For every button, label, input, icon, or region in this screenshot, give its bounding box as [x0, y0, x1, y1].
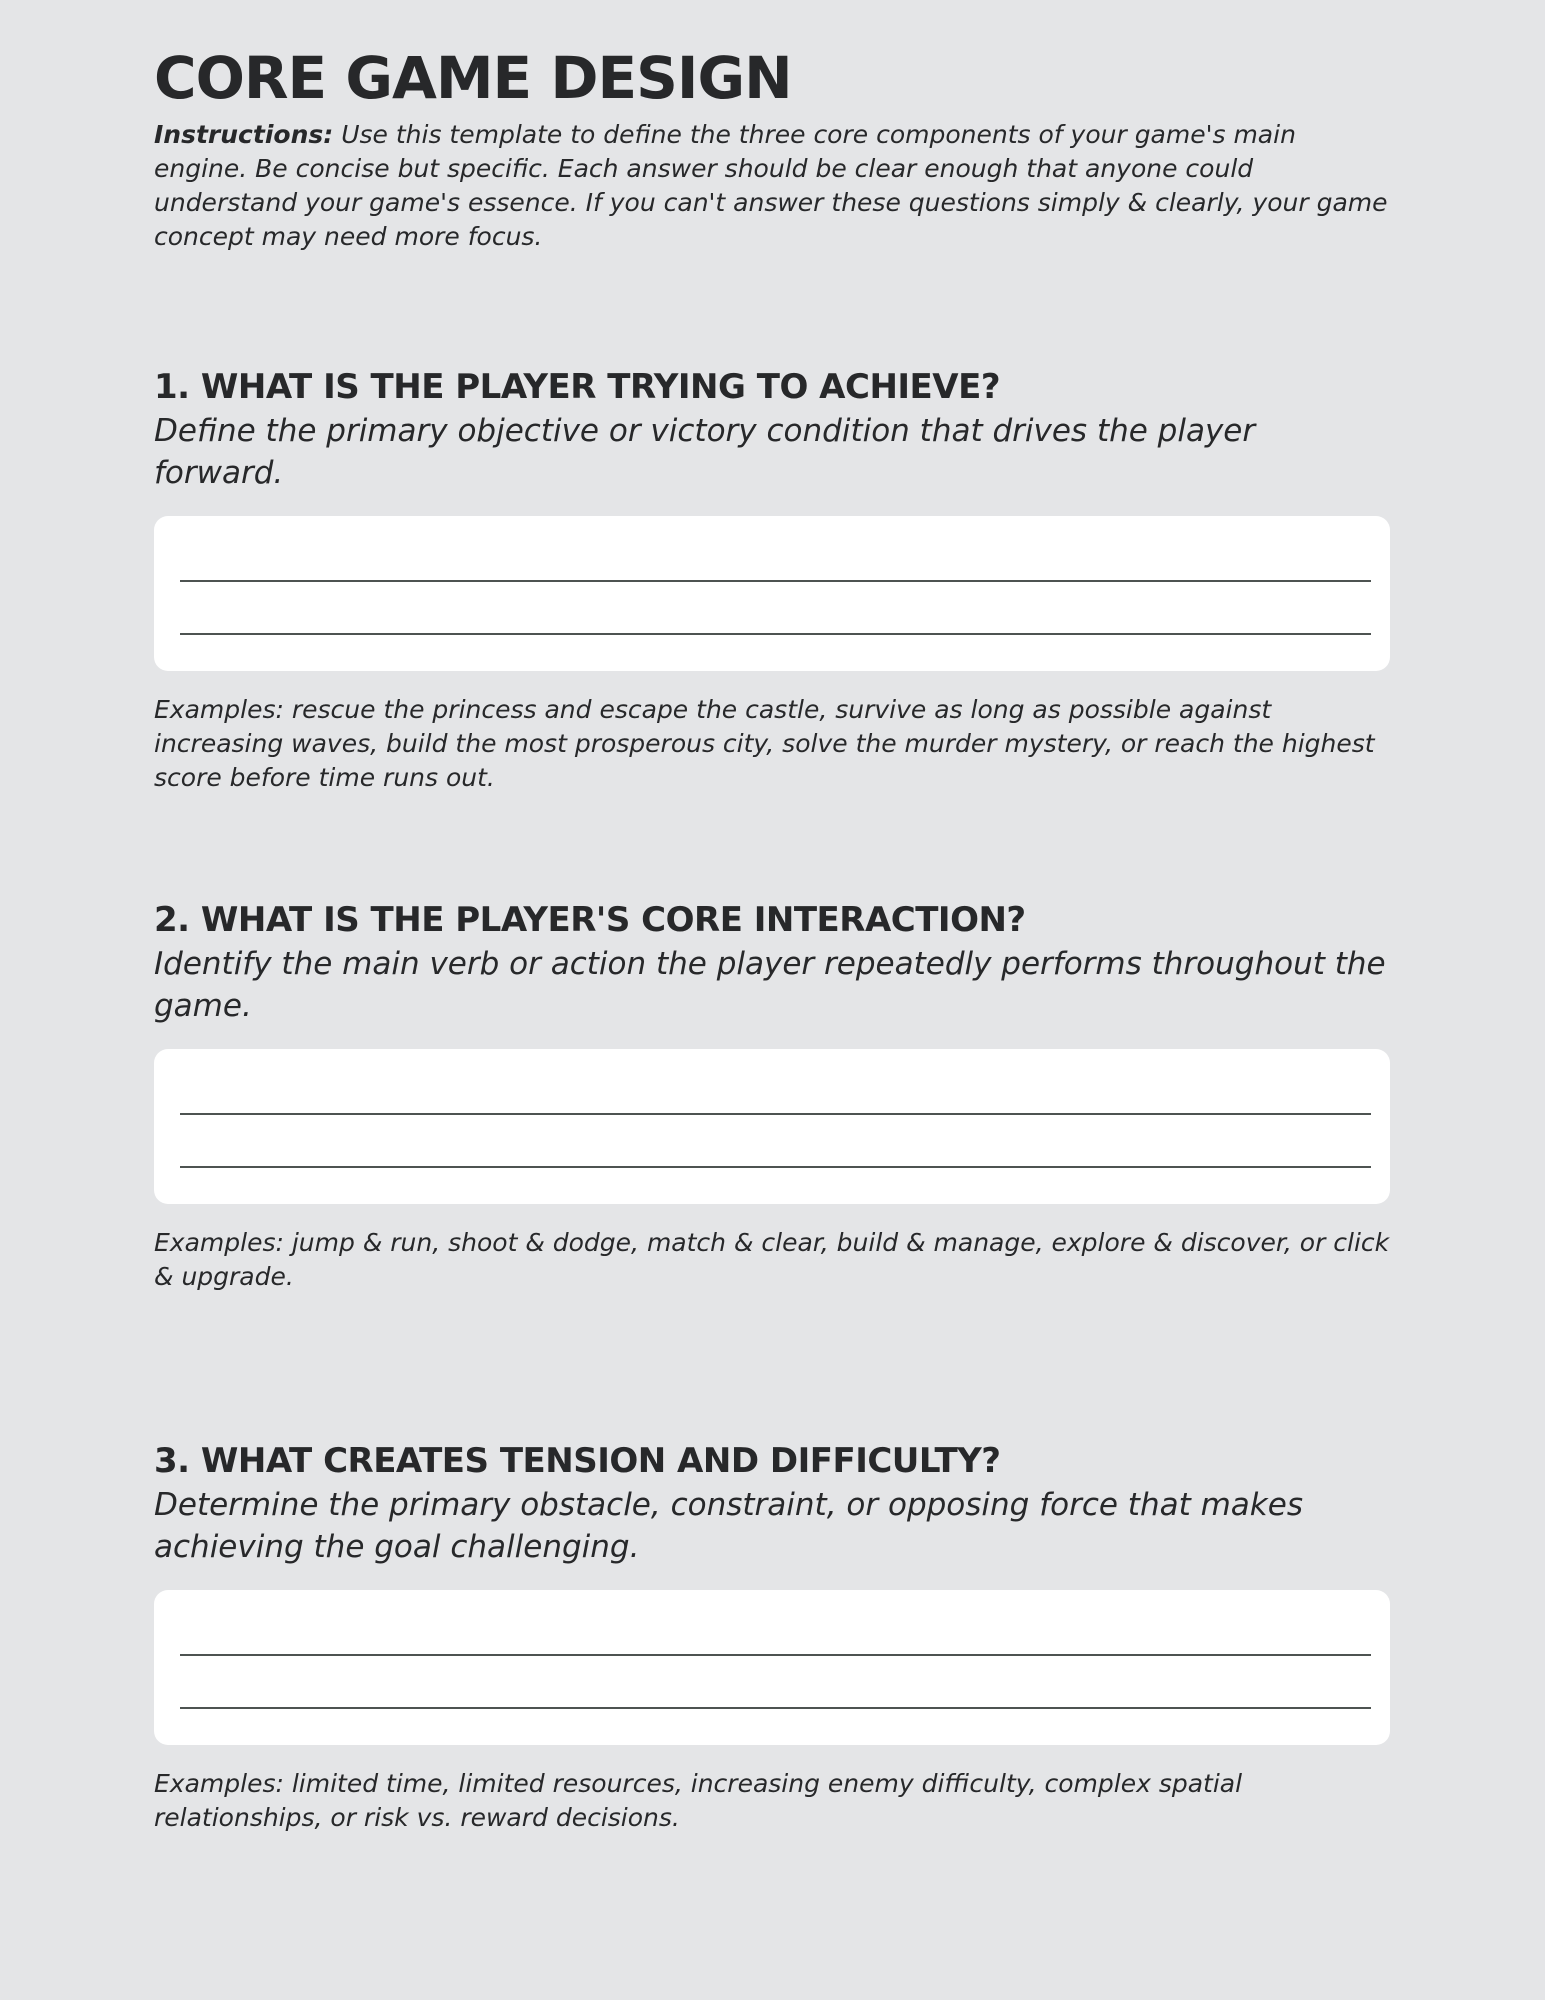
section-heading: 2. WHAT IS THE PLAYER'S CORE INTERACTION? [154, 900, 1026, 940]
answer-line[interactable] [180, 1707, 1371, 1709]
answer-line[interactable] [180, 633, 1371, 635]
section-examples: Examples: limited time, limited resources, increasing enemy difficulty, complex spatial relationships, or risk vs. reward decisions. [154, 1769, 1243, 1832]
instructions-text: Use this template to define the three core components of your game's main engine. Be concise but specific. Each answer should be clear enough that anyone could understand your game's essence. If you can't answer these questions simply & clearly, your game concept may need more focus. [154, 120, 1388, 251]
section-heading: 3. WHAT CREATES TENSION AND DIFFICULTY? [154, 1441, 1001, 1481]
section-examples: Examples: rescue the princess and escape the castle, survive as long as possible against increasing waves, build the most prosperous city, solve the murder mystery, or reach the highest score before time runs out. [154, 695, 1375, 792]
section-prompt: Identify the main verb or action the player repeatedly performs throughout the game. [154, 946, 1386, 1024]
answer-line[interactable] [180, 1654, 1371, 1656]
section-prompt: Define the primary objective or victory condition that drives the player forward. [154, 413, 1256, 491]
answer-line[interactable] [180, 580, 1371, 582]
answer-box[interactable] [154, 1590, 1390, 1745]
answer-box[interactable] [154, 516, 1390, 671]
section-prompt: Determine the primary obstacle, constraint, or opposing force that makes achieving the goal challenging. [154, 1487, 1303, 1565]
answer-line[interactable] [180, 1113, 1371, 1115]
section-examples: Examples: jump & run, shoot & dodge, match & clear, build & manage, explore & discover, or click & upgrade. [154, 1228, 1390, 1291]
section-player-goal [154, 364, 1390, 795]
section-heading: 1. WHAT IS THE PLAYER TRYING TO ACHIEVE? [154, 367, 1001, 407]
section-tension-difficulty [154, 1438, 1390, 1835]
answer-line[interactable] [180, 1166, 1371, 1168]
page-title: CORE GAME DESIGN [154, 44, 792, 112]
instructions-lead: Instructions: [154, 120, 334, 149]
instructions-paragraph [154, 118, 1390, 254]
answer-box[interactable] [154, 1049, 1390, 1204]
section-core-interaction [154, 897, 1390, 1294]
